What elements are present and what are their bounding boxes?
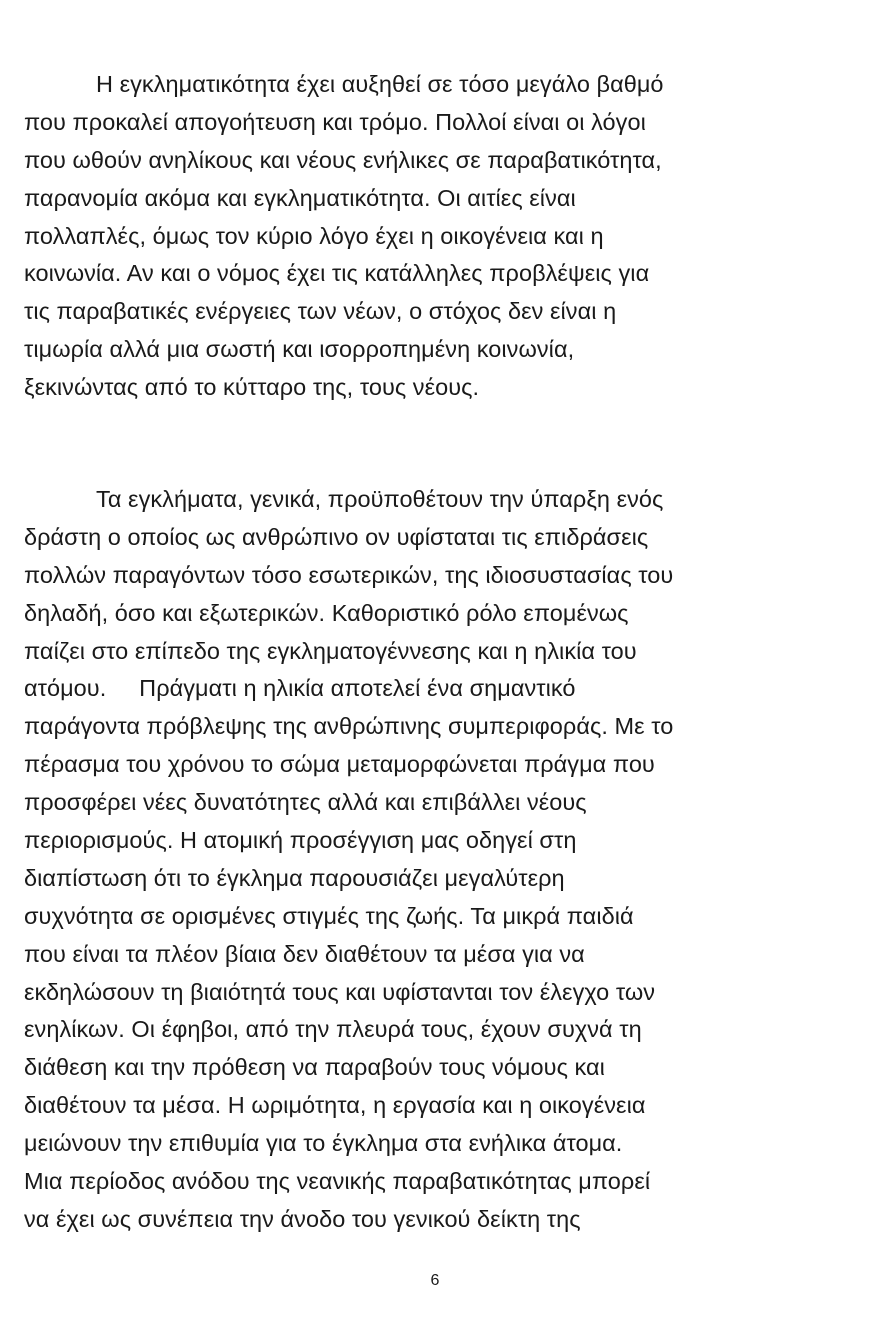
text-line: ενηλίκων. Οι έφηβοι, από την πλευρά τους, έχουν συχνά τη xyxy=(24,1016,642,1043)
text-line: παίζει στο επίπεδο της εγκληματογέννεσης και η ηλικία του xyxy=(24,637,637,664)
text-line: Τα εγκλήματα, γενικά, προϋποθέτουν την ύπαρξη ενός xyxy=(96,486,664,512)
text-line: Μια περίοδος ανόδου της νεανικής παραβατικότητας μπορεί xyxy=(24,1168,651,1195)
text-line: που προκαλεί απογοήτευση και τρόμο. Πολλοί είναι οι λόγοι xyxy=(24,108,646,135)
text-line: που ωθούν ανηλίκους και νέους ενήλικες σε παραβατικότητα, xyxy=(24,146,662,173)
text-line: περιορισμούς. Η ατομική προσέγγιση μας οδηγεί στη xyxy=(24,827,577,854)
text-line: πολλών παραγόντων τόσο εσωτερικών, της ιδιοσυστασίας του xyxy=(24,561,674,588)
text-line: να έχει ως συνέπεια την άνοδο του γενικού δείκτη της xyxy=(24,1205,581,1232)
text-line: τις παραβατικές ενέργειες των νέων, ο στόχος δεν είναι η xyxy=(24,298,617,325)
text-line: που είναι τα πλέον βίαια δεν διαθέτουν τα μέσα για να xyxy=(24,940,585,967)
text-line: διάθεση και την πρόθεση να παραβούν τους νόμους και xyxy=(24,1054,605,1081)
text-line: παράγοντα πρόβλεψης της ανθρώπινης συμπεριφοράς. Με το xyxy=(24,713,674,740)
page-number: 6 xyxy=(430,1272,440,1289)
text-line: δηλαδή, όσο και εξωτερικών. Καθοριστικό ρόλο επομένως xyxy=(24,599,629,626)
text-line: διαθέτουν τα μέσα. Η ωριμότητα, η εργασία και η οικογένεια xyxy=(24,1092,646,1119)
paragraph-1 xyxy=(24,66,864,407)
text-line: συχνότητα σε ορισμένες στιγμές της ζωής. Τα μικρά παιδιά xyxy=(24,902,634,929)
text-line: εκδηλώσουν τη βιαιότητά τους και υφίστανται τον έλεγχο των xyxy=(24,978,656,1005)
text-line: πολλαπλές, όμως τον κύριο λόγο έχει η οικογένεια και η xyxy=(24,222,604,249)
text-line: δράστη ο οποίος ως ανθρώπινο ον υφίσταται τις επιδράσεις xyxy=(24,523,649,550)
text-line: μειώνουν την επιθυμία για το έγκλημα στα ενήλικα άτομα. xyxy=(24,1130,623,1157)
text-line: κοινωνία. Αν και ο νόμος έχει τις κατάλληλες προβλέψεις για xyxy=(24,260,650,287)
text-line: παρανομία ακόμα και εγκληματικότητα. Οι αιτίες είναι xyxy=(24,184,576,211)
text-line: προσφέρει νέες δυνατότητες αλλά και επιβάλλει νέους xyxy=(24,789,587,816)
text-line: ξεκινώντας από το κύτταρο της, τους νέους. xyxy=(24,374,480,401)
text-line: τιμωρία αλλά μια σωστή και ισορροπημένη κοινωνία, xyxy=(24,336,575,363)
paragraph-2 xyxy=(24,481,864,1239)
text-line: πέρασμα του χρόνου το σώμα μεταμορφώνεται πράγμα που xyxy=(24,751,655,778)
text-line: ατόμου. Πράγματι η ηλικία αποτελεί ένα σημαντικό xyxy=(24,675,576,702)
text-line: Η εγκληματικότητα έχει αυξηθεί σε τόσο μεγάλο βαθμό xyxy=(96,71,664,97)
text-line: διαπίστωση ότι το έγκλημα παρουσιάζει μεγαλύτερη xyxy=(24,864,565,891)
